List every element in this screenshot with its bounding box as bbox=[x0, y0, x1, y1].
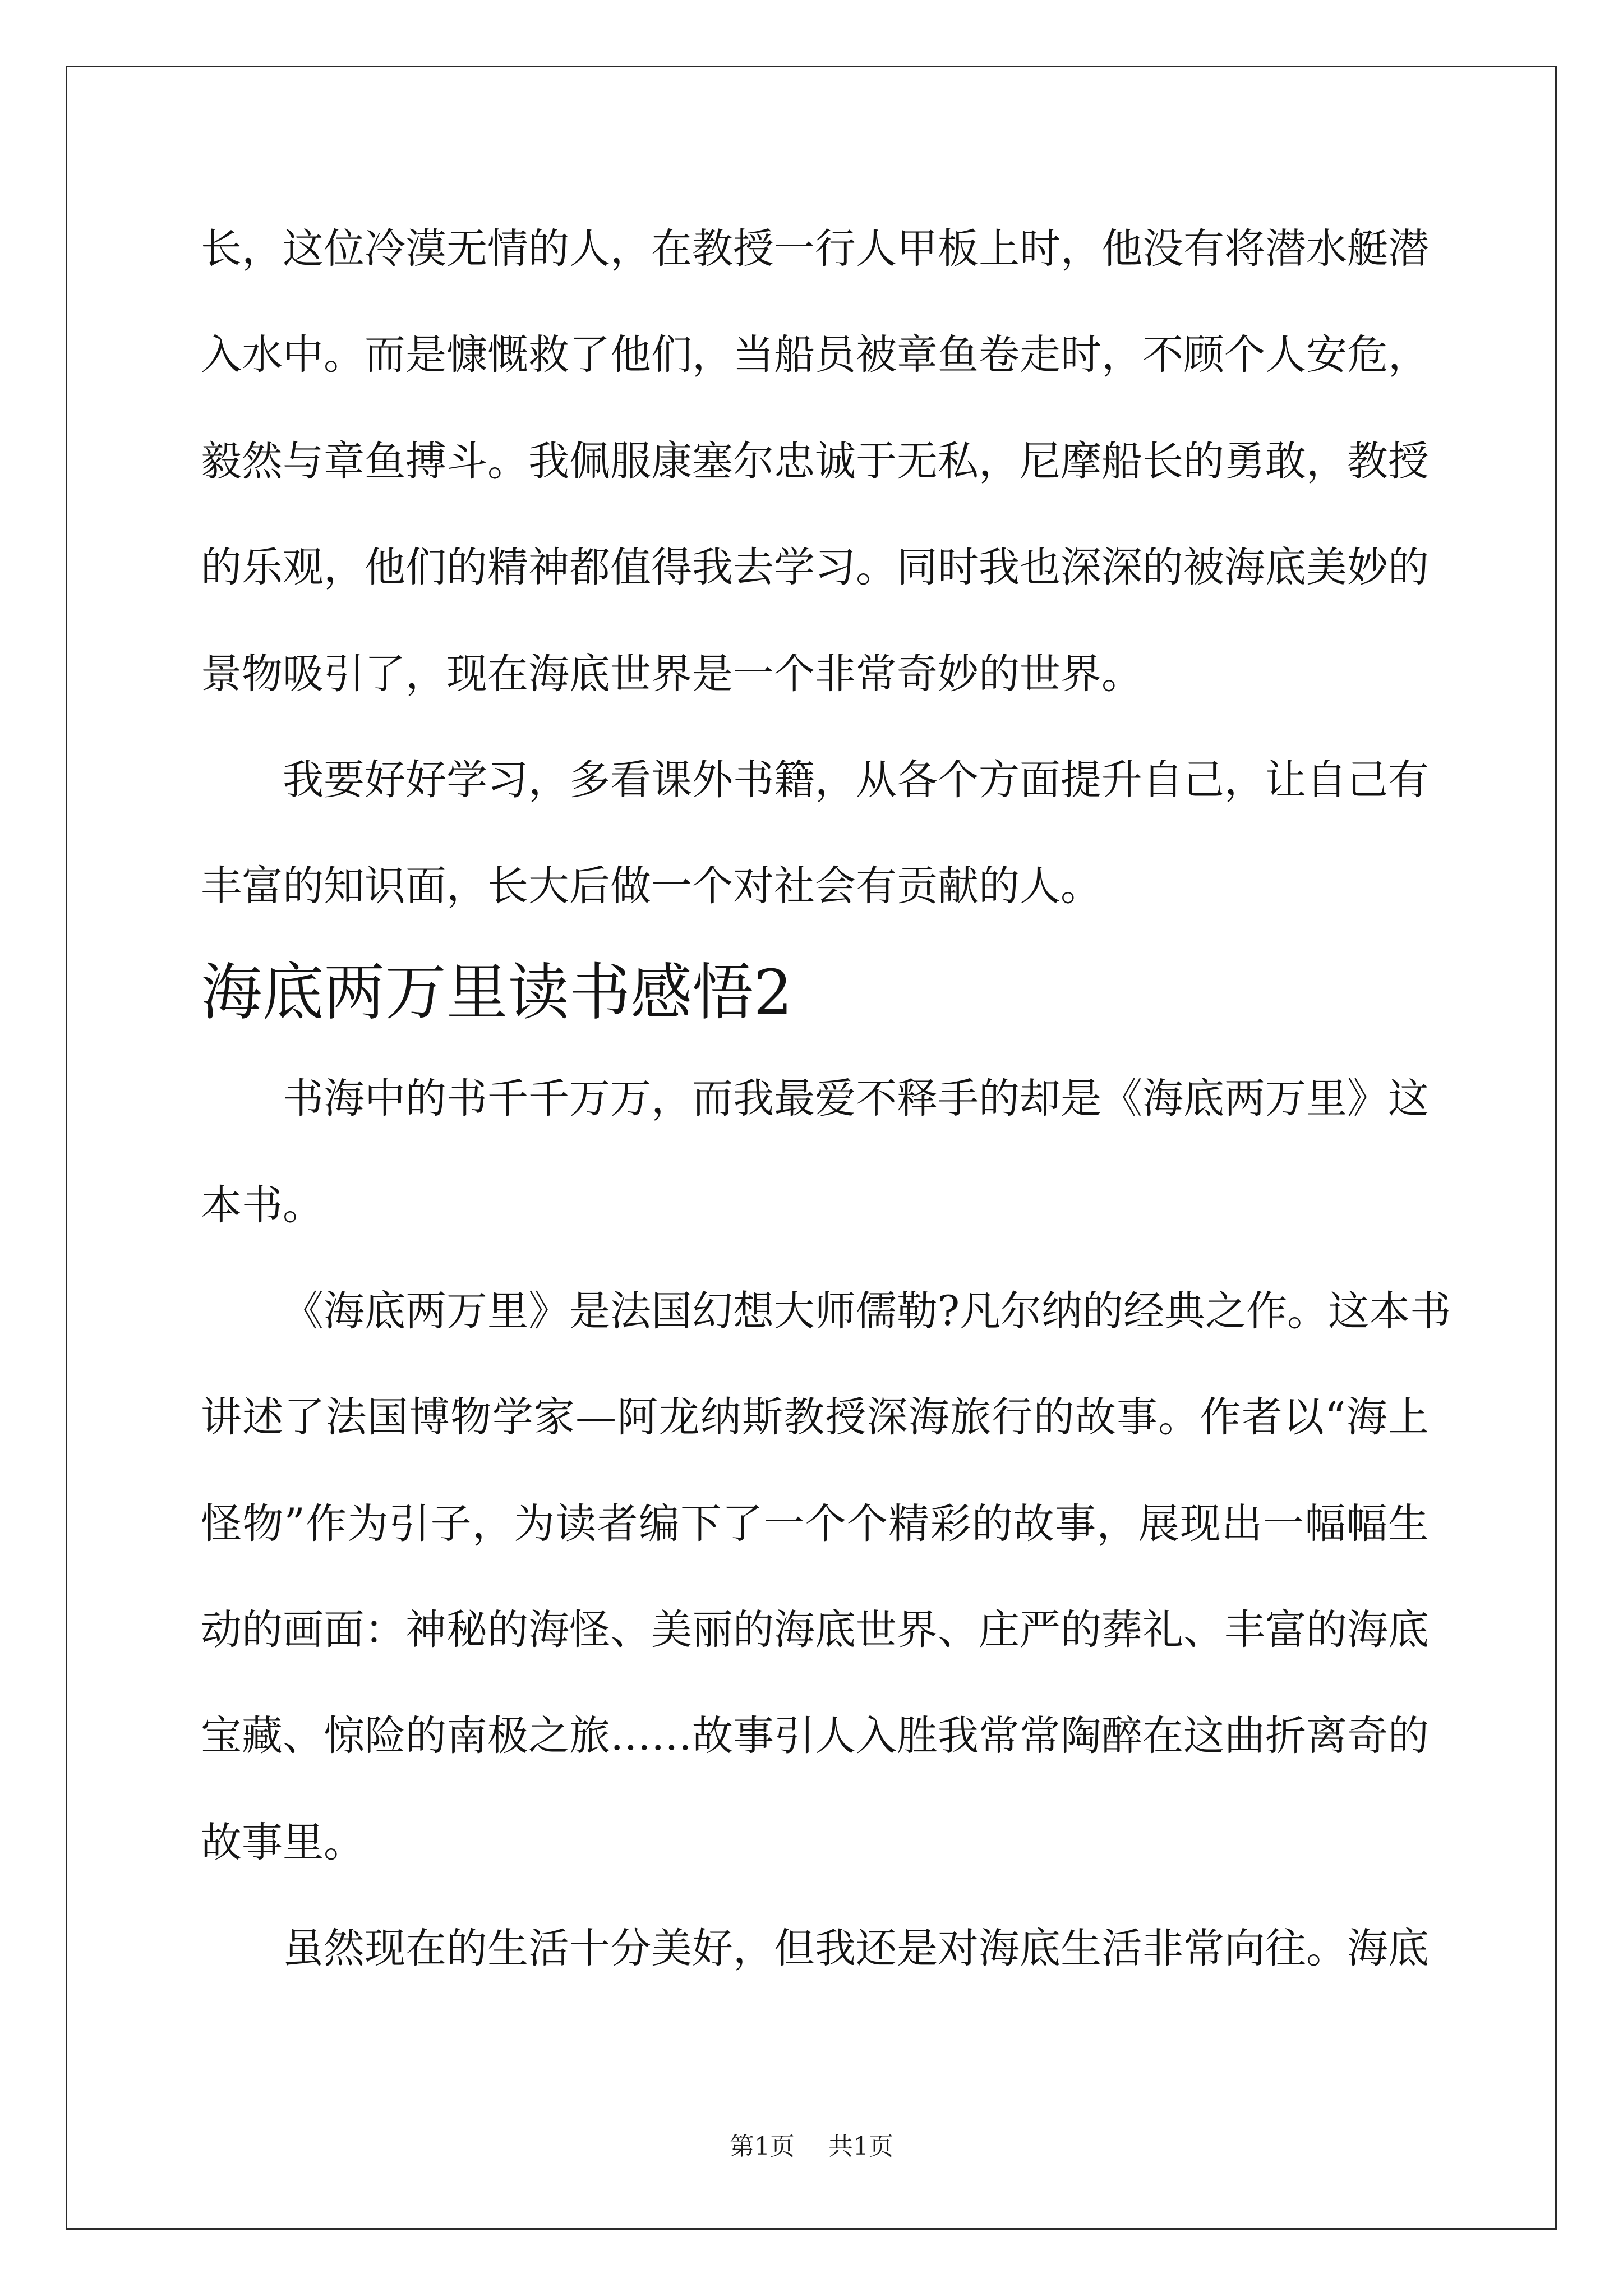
text-line: 入水中。而是慷慨救了他们，当船员被章鱼卷走时，不顾个人安危， bbox=[201, 331, 1429, 379]
text-line: 怪物”作为引子，为读者编下了一个个精彩的故事，展现出一幅幅生 bbox=[201, 1499, 1429, 1548]
text-line: 景物吸引了，现在海底世界是一个非常奇妙的世界。 bbox=[201, 650, 1142, 698]
paragraph bbox=[201, 1895, 1429, 2001]
text-line: 《海底两万里》是法国幻想大师儒勒?凡尔纳的经典之作。这本书 bbox=[283, 1287, 1451, 1335]
paragraph bbox=[201, 1046, 1429, 1258]
text-line: 毅然与章鱼搏斗。我佩服康塞尔忠诚于无私，尼摩船长的勇敢，教授 bbox=[201, 437, 1429, 485]
text-line: 长，这位冷漠无情的人，在教授一行人甲板上时，他没有将潜水艇潜 bbox=[201, 225, 1429, 273]
text-line: 的乐观，他们的精神都值得我去学习。同时我也深深的被海底美妙的 bbox=[201, 544, 1429, 592]
text-line: 动的画面：神秘的海怪、美丽的海底世界、庄严的葬礼、丰富的海底 bbox=[201, 1606, 1429, 1654]
paragraph bbox=[201, 1258, 1451, 1895]
text-line: 我要好好学习，多看课外书籍，从各个方面提升自己，让自己有 bbox=[283, 756, 1429, 804]
text-line: 书海中的书千千万万，而我最爱不释手的却是《海底两万里》这 bbox=[283, 1075, 1429, 1123]
page-number: 第1页 bbox=[730, 2132, 795, 2161]
paragraph bbox=[201, 196, 1429, 727]
page-footer bbox=[0, 2132, 1623, 2162]
section-heading: 海底两万里读书感悟2 bbox=[201, 956, 793, 1028]
text-line: 宝藏、惊险的南极之旅……故事引人入胜我常常陶醉在这曲折离奇的 bbox=[201, 1712, 1429, 1760]
text-line: 本书。 bbox=[201, 1181, 324, 1229]
paragraph bbox=[201, 727, 1429, 940]
text-line: 丰富的知识面，长大后做一个对社会有贡献的人。 bbox=[201, 862, 1101, 910]
text-line: 故事里。 bbox=[201, 1818, 365, 1866]
text-line: 讲述了法国博物学家—阿龙纳斯教授深海旅行的故事。作者以“海上 bbox=[201, 1393, 1429, 1442]
document-body bbox=[201, 196, 1451, 2002]
text-line: 虽然现在的生活十分美好，但我还是对海底生活非常向往。海底 bbox=[283, 1925, 1429, 1973]
page-total: 共1页 bbox=[828, 2132, 893, 2161]
